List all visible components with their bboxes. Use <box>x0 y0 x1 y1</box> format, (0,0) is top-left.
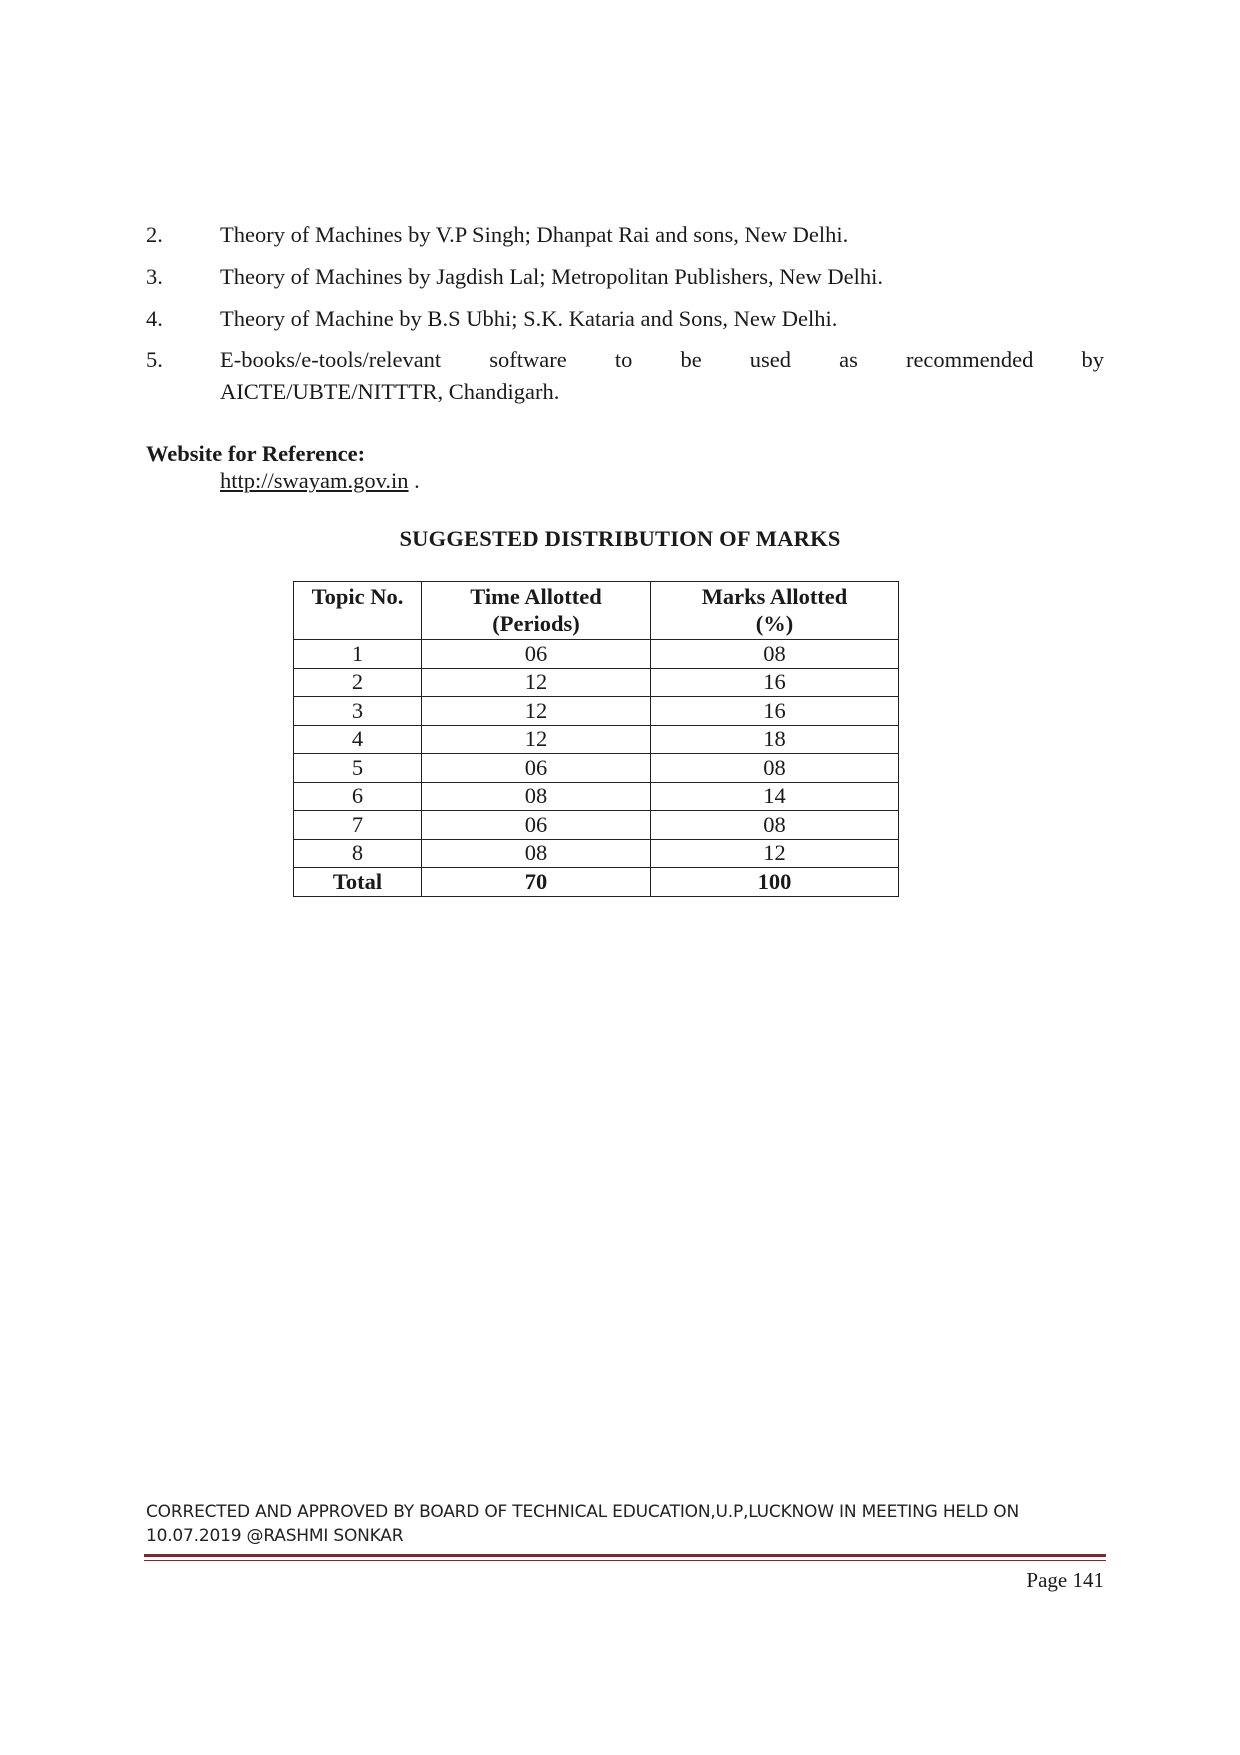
cell-marks: 08 <box>651 811 899 840</box>
reference-text-line: AICTE/UBTE/NITTTR, Chandigarh. <box>220 379 560 404</box>
header-time-label: Time Allotted <box>470 584 602 609</box>
marks-distribution-title <box>0 526 1240 552</box>
table-row <box>294 839 899 868</box>
reference-list <box>146 218 1104 417</box>
reference-text: Theory of Machines by V.P Singh; Dhanpat Rai and sons, New Delhi. <box>220 222 849 247</box>
header-marks-unit: (%) <box>755 611 794 636</box>
header-topic-label: Topic No. <box>311 584 404 609</box>
cell-topic: 8 <box>294 839 422 868</box>
cell-topic: 6 <box>294 782 422 811</box>
table-row <box>294 697 899 726</box>
cell-marks: 16 <box>651 668 899 697</box>
table-row <box>294 811 899 840</box>
marks-distribution-table <box>293 581 899 897</box>
cell-time: 06 <box>422 640 651 669</box>
cell-marks: 16 <box>651 697 899 726</box>
website-reference-line <box>220 467 420 495</box>
reference-text: Theory of Machine by B.S Ubhi; S.K. Kataria and Sons, New Delhi. <box>220 306 838 331</box>
cell-topic: 7 <box>294 811 422 840</box>
reference-text-line: E-books/e-tools/relevant software to be used as recommended by <box>220 347 1104 372</box>
table-row <box>294 782 899 811</box>
cell-time: 12 <box>422 725 651 754</box>
cell-topic: 4 <box>294 725 422 754</box>
reference-item <box>146 260 1104 293</box>
table-row <box>294 640 899 669</box>
cell-time: 12 <box>422 697 651 726</box>
footer-approval-line: 10.07.2019 @RASHMI SONKAR <box>146 1526 404 1546</box>
cell-time: 12 <box>422 668 651 697</box>
table-row <box>294 725 899 754</box>
cell-time: 08 <box>422 839 651 868</box>
header-marks-allotted <box>651 582 899 640</box>
cell-time: 08 <box>422 782 651 811</box>
website-trailing: . <box>408 468 420 493</box>
website-link[interactable]: http://swayam.gov.in <box>220 468 409 493</box>
cell-time: 06 <box>422 754 651 783</box>
table-header-row <box>294 582 899 640</box>
cell-topic: 3 <box>294 697 422 726</box>
cell-total-time: 70 <box>422 868 651 897</box>
reference-item <box>146 302 1104 335</box>
cell-topic: 1 <box>294 640 422 669</box>
footer-divider-thin <box>144 1560 1106 1561</box>
reference-number: 4. <box>146 306 163 331</box>
header-marks-label: Marks Allotted <box>701 584 848 609</box>
reference-item <box>146 218 1104 251</box>
cell-time: 06 <box>422 811 651 840</box>
cell-marks: 18 <box>651 725 899 754</box>
reference-text: Theory of Machines by Jagdish Lal; Metropolitan Publishers, New Delhi. <box>220 264 884 289</box>
footer-divider <box>144 1554 1106 1557</box>
header-topic-no <box>294 582 422 640</box>
cell-marks: 08 <box>651 754 899 783</box>
cell-marks: 12 <box>651 839 899 868</box>
page-number: Page 141 <box>1026 1568 1104 1592</box>
table-row <box>294 754 899 783</box>
cell-topic: 5 <box>294 754 422 783</box>
marks-distribution-title-text: SUGGESTED DISTRIBUTION OF MARKS <box>399 526 841 551</box>
cell-marks: 14 <box>651 782 899 811</box>
cell-total-label: Total <box>294 868 422 897</box>
cell-marks: 08 <box>651 640 899 669</box>
reference-number: 3. <box>146 264 163 289</box>
reference-text <box>220 344 1104 408</box>
website-reference-heading: Website for Reference: <box>146 441 366 466</box>
cell-topic: 2 <box>294 668 422 697</box>
reference-number: 2. <box>146 222 163 247</box>
footer-approval-line: CORRECTED AND APPROVED BY BOARD OF TECHNICAL EDUCATION,U.P,LUCKNOW IN MEETING HELD ON <box>146 1502 1020 1522</box>
cell-total-marks: 100 <box>651 868 899 897</box>
reference-number: 5. <box>146 347 163 372</box>
header-time-allotted <box>422 582 651 640</box>
reference-item <box>146 344 1104 408</box>
table-total-row <box>294 868 899 897</box>
table-row <box>294 668 899 697</box>
footer-approval-note <box>146 1500 1106 1548</box>
header-time-unit: (Periods) <box>492 611 580 636</box>
